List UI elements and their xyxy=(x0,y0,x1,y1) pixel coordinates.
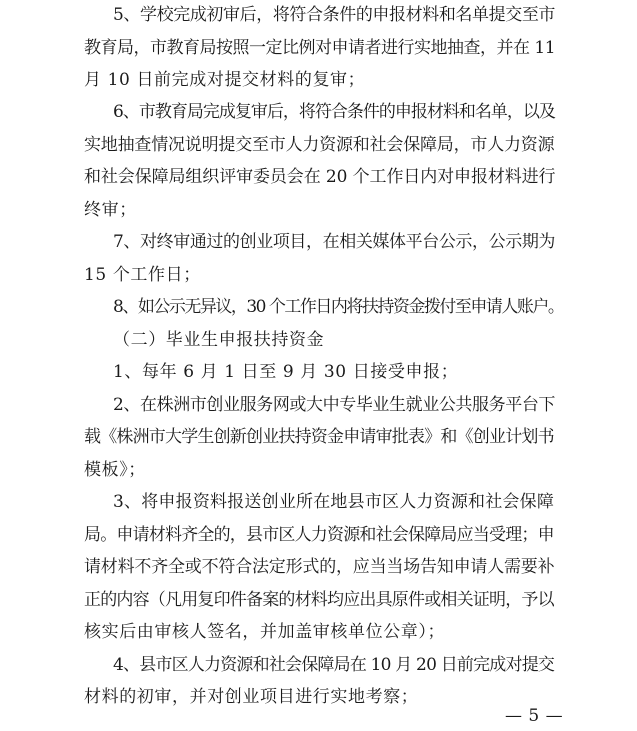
paragraph-line: 核实后由审核人签名，并加盖审核单位公章）； xyxy=(84,622,446,642)
paragraph-line: 7、对终审通过的创业项目，在相关媒体平台公示，公示期为 xyxy=(113,232,556,253)
paragraph-line: 材料的初审，并对创业项目进行实地考察； xyxy=(84,687,419,707)
paragraph-line: 终审； xyxy=(84,199,137,220)
paragraph-line: 和社会保障局组织评审委员会在 20 个工作日内对申报材料进行 xyxy=(84,167,556,188)
paragraph-line: 15 个工作日； xyxy=(84,264,201,285)
paragraph-line: 4、县市区人力资源和社会保障局在 10 月 20 日前完成对提交 xyxy=(113,654,555,675)
paragraph-line: 教育局，市教育局按照一定比例对申请者进行实地抽查，并在 11 xyxy=(84,37,556,58)
paragraph-line: 实地抽查情况说明提交至市人力资源和社会保障局，市人力资源 xyxy=(84,134,555,155)
paragraph-line: 1、每年 6 月 1 日至 9 月 30 日接受申报； xyxy=(113,362,459,383)
page-number: — 5 — xyxy=(505,706,564,726)
paragraph-line: 载《株洲市大学生创新创业扶持资金申请审批表》和《创业计划书 xyxy=(84,427,554,448)
paragraph-line: 6、市教育局完成复审后，将符合条件的申报材料和名单，以及 xyxy=(113,102,555,123)
paragraph-line: 8、如公示无异议，30 个工作日内将扶持资金拨付至申请人账户。 xyxy=(113,297,564,318)
paragraph-line: 请材料不齐全或不符合法定形式的，应当当场告知申请人需要补 xyxy=(84,557,555,578)
paragraph-line: 5、学校完成初审后，将符合条件的申报材料和名单提交至市 xyxy=(113,5,556,25)
paragraph-line: 月 10 日前完成对提交材料的复审； xyxy=(84,70,366,90)
paragraph-line: 局。申请材料齐全的，县市区人力资源和社会保障局应当受理；申 xyxy=(84,524,554,545)
paragraph-line: 正的内容（凡用复印件备案的材料均应出具原件或相关证明，予以 xyxy=(84,589,554,610)
section-heading: （二）毕业生申报扶持资金 xyxy=(113,329,325,350)
paragraph-line: 3、将申报资料报送创业所在地县市区人力资源和社会保障 xyxy=(113,492,555,513)
paragraph-line: 模板》； xyxy=(84,459,146,480)
paragraph-line: 2、在株洲市创业服务网或大中专毕业生就业公共服务平台下 xyxy=(113,394,556,415)
